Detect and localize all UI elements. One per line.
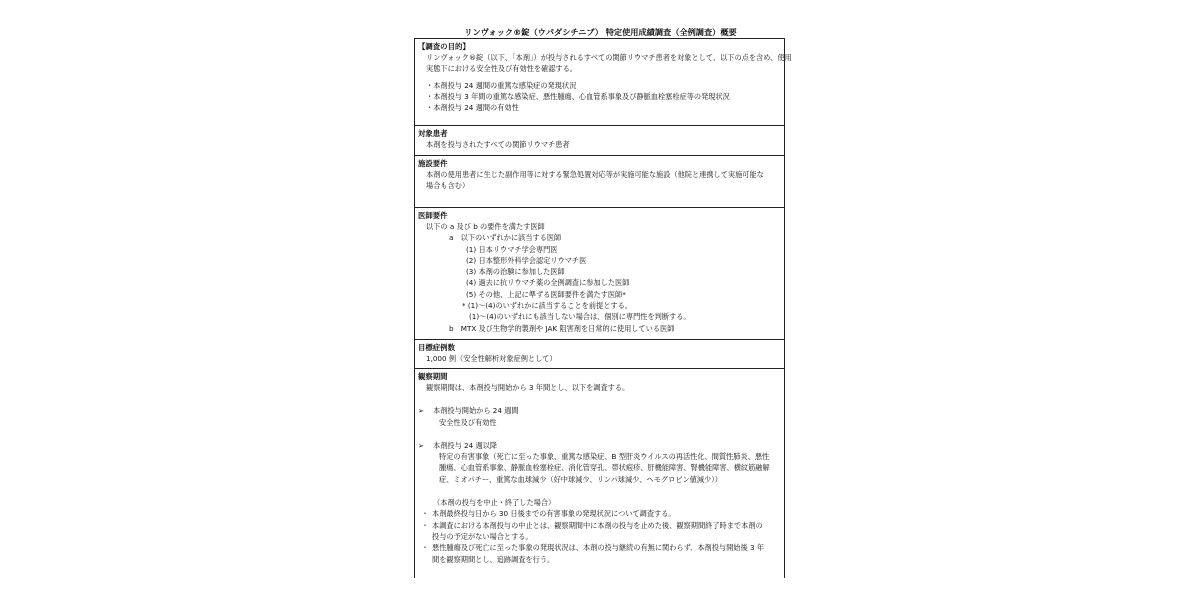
observation-block2-line: 特定の有害事象（死亡に至った事象、重篤な感染症、B 型肝炎ウイルスの再活性化、間質性肺炎、悪性 <box>439 452 770 462</box>
bullet-icon: ・ <box>421 520 429 530</box>
purpose-line: リンヴォック®錠（以下、「本剤」）が投与されるすべての関節リウマチ患者を対象として、以下の点を含め、使用 <box>426 53 792 62</box>
physician-intro: 以下の a 及び b の要件を満たす医師 <box>426 222 545 231</box>
purpose-bullet: ・本剤投与 24 週間の有効性 <box>426 103 519 113</box>
observation-stop-item-cont: 間を観察期間とし、追跡調査を行う。 <box>432 554 555 564</box>
summary-table <box>414 38 792 578</box>
physician-note: (1)～(4)のいずれにも該当しない場合は、個別に専門性を判断する。 <box>469 312 691 322</box>
arrow-bullet-icon: ➢ <box>418 440 425 450</box>
physician-a-item: (5) その他、上記に準ずる医師要件を満たす医師* <box>466 289 626 299</box>
section-patients <box>415 126 784 156</box>
facility-line: 本剤の使用患者に生じた副作用等に対する緊急処置対応等が実施可能な施設（他院と連携して実施可能な <box>426 170 764 179</box>
purpose-heading: 【調査の目的】 <box>418 42 470 51</box>
observation-block2-title: ➢ 本剤投与 24 週以降 <box>418 440 498 450</box>
arrow-bullet-icon: ➢ <box>418 406 425 416</box>
observation-block2-line: 症、ミオパチー、重篤な血球減少（好中球減少、リンパ球減少、ヘモグロビン値減少）） <box>439 474 722 484</box>
observation-stop-item: ・ 悪性腫瘍及び死亡に至った事象の発現状況は、本剤の投与継続の有無に関わらず、本剤投与開始後 3 年 <box>418 542 780 553</box>
observation-intro: 観察期間は、本剤投与開始から 3 年間とし、以下を調査する。 <box>426 383 630 392</box>
target-heading: 目標症例数 <box>418 343 455 352</box>
observation-block2-line: 腫瘍、心血管系事象、静脈血栓塞栓症、消化管穿孔、帯状疱疹、肝機能障害、腎機能障害、横紋筋融解 <box>439 463 770 473</box>
bullet-icon: ・ <box>421 509 429 519</box>
purpose-bullet: ・本剤投与 24 週間の重篤な感染症の発現状況 <box>426 80 577 90</box>
facility-heading: 施設要件 <box>418 159 448 168</box>
facility-line: 場合も含む） <box>426 181 470 191</box>
section-facility <box>415 156 784 208</box>
physician-a-item: (4) 過去に抗リウマチ薬の全例調査に参加した医師 <box>466 278 630 288</box>
observation-block1-title: ➢ 本剤投与開始から 24 週間 <box>418 406 519 416</box>
physician-a-item: (3) 本剤の治験に参加した医師 <box>466 267 565 277</box>
section-target <box>415 340 784 369</box>
document-title: リンヴォック®錠（ウパダシチニブ） 特定使用成績調査（全例調査）概要 <box>464 27 737 37</box>
observation-block1-sub: 安全性及び有効性 <box>439 417 497 427</box>
patients-text: 本剤を投与されたすべての関節リウマチ患者 <box>426 140 570 149</box>
observation-heading: 観察期間 <box>418 372 448 381</box>
section-physician <box>415 208 784 340</box>
patients-heading: 対象患者 <box>418 129 448 138</box>
target-text: 1,000 例（安全性解析対象症例として） <box>426 354 557 363</box>
observation-stop-item-cont: 投与の予定がない場合とする。 <box>432 531 533 541</box>
physician-a-label: a 以下のいずれかに該当する医師 <box>449 233 562 243</box>
observation-stop-item: ・ 本剤最終投与日から 30 日後までの有害事象の発現状況について調査する。 <box>418 508 780 519</box>
bullet-icon: ・ <box>421 543 429 553</box>
section-observation <box>415 369 784 579</box>
physician-b-label: b MTX 及び生物学的製剤や JAK 阻害剤を日常的に使用している医師 <box>449 323 675 333</box>
physician-a-item: (1) 日本リウマチ学会専門医 <box>466 244 558 254</box>
observation-stop-item: ・ 本調査における本剤投与の中止とは、観察期間中に本剤の投与を止めた後、観察期間終了時まで本剤の <box>418 520 780 531</box>
physician-note: * (1)～(4)のいずれかに該当することを前提とする。 <box>462 301 632 311</box>
physician-a-item: (2) 日本整形外科学会認定リウマチ医 <box>466 255 587 265</box>
section-purpose <box>415 39 792 126</box>
observation-stop-heading: （本剤の投与を中止・終了した場合） <box>433 498 556 508</box>
purpose-bullet: ・本剤投与 3 年間の重篤な感染症、悪性腫瘍、心血管系事象及び静脈血栓塞栓症等の発現状況 <box>426 91 730 101</box>
purpose-line: 実態下における安全性及び有効性を確認する。 <box>426 64 577 74</box>
physician-heading: 医師要件 <box>418 211 448 220</box>
